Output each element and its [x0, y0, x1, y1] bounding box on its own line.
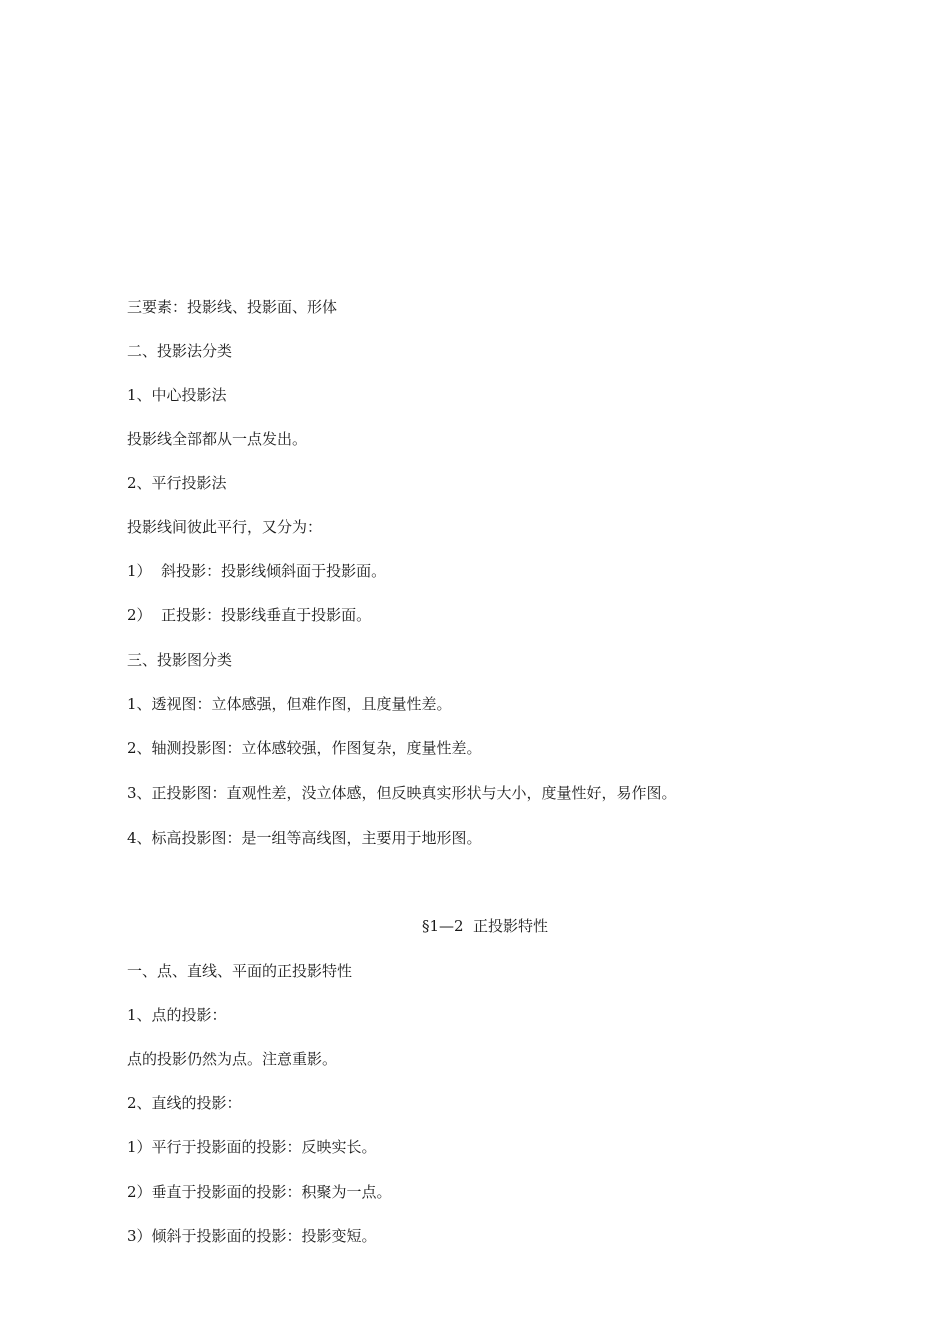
heading-projection-method-classification: 二、投影法分类: [127, 342, 233, 360]
paragraph-three-elements: 三要素：投影线、投影面、形体: [127, 298, 338, 316]
paragraph-parallel-projection-desc: 投影线间彼此平行，又分为：: [127, 518, 323, 536]
list-item-inclined-line: 3）倾斜于投影面的投影：投影变短。: [127, 1227, 377, 1245]
paragraph-point-projection-desc: 点的投影仍然为点。注意重影。: [127, 1050, 338, 1068]
subheading-parallel-projection: 2、平行投影法: [127, 474, 227, 492]
subheading-line-projection: 2、直线的投影：: [127, 1094, 242, 1112]
heading-orthographic-properties: 一、点、直线、平面的正投影特性: [127, 962, 353, 980]
list-item-elevation-drawing: 4、标高投影图：是一组等高线图，主要用于地形图。: [127, 829, 482, 847]
list-item-parallel-line: 1）平行于投影面的投影：反映实长。: [127, 1138, 377, 1156]
list-item-perpendicular-line: 2）垂直于投影面的投影：积聚为一点。: [127, 1183, 392, 1201]
paragraph-central-projection-desc: 投影线全部都从一点发出。: [127, 430, 308, 448]
section-heading: §1—2 正投影特性: [421, 917, 549, 935]
heading-projection-drawing-classification: 三、投影图分类: [127, 651, 233, 669]
subheading-point-projection: 1、点的投影：: [127, 1006, 227, 1024]
list-item-orthographic-drawing: 3、正投影图：直观性差，没立体感，但反映真实形状与大小，度量性好，易作图。: [127, 784, 677, 802]
list-item-perspective-drawing: 1、透视图：立体感强，但难作图，且度量性差。: [127, 695, 452, 713]
subheading-central-projection: 1、中心投影法: [127, 386, 227, 404]
list-item-orthographic-projection: 2） 正投影：投影线垂直于投影面。: [127, 606, 372, 624]
list-item-oblique-projection: 1） 斜投影：投影线倾斜面于投影面。: [127, 562, 387, 580]
list-item-axonometric-drawing: 2、轴测投影图：立体感较强，作图复杂，度量性差。: [127, 739, 482, 757]
